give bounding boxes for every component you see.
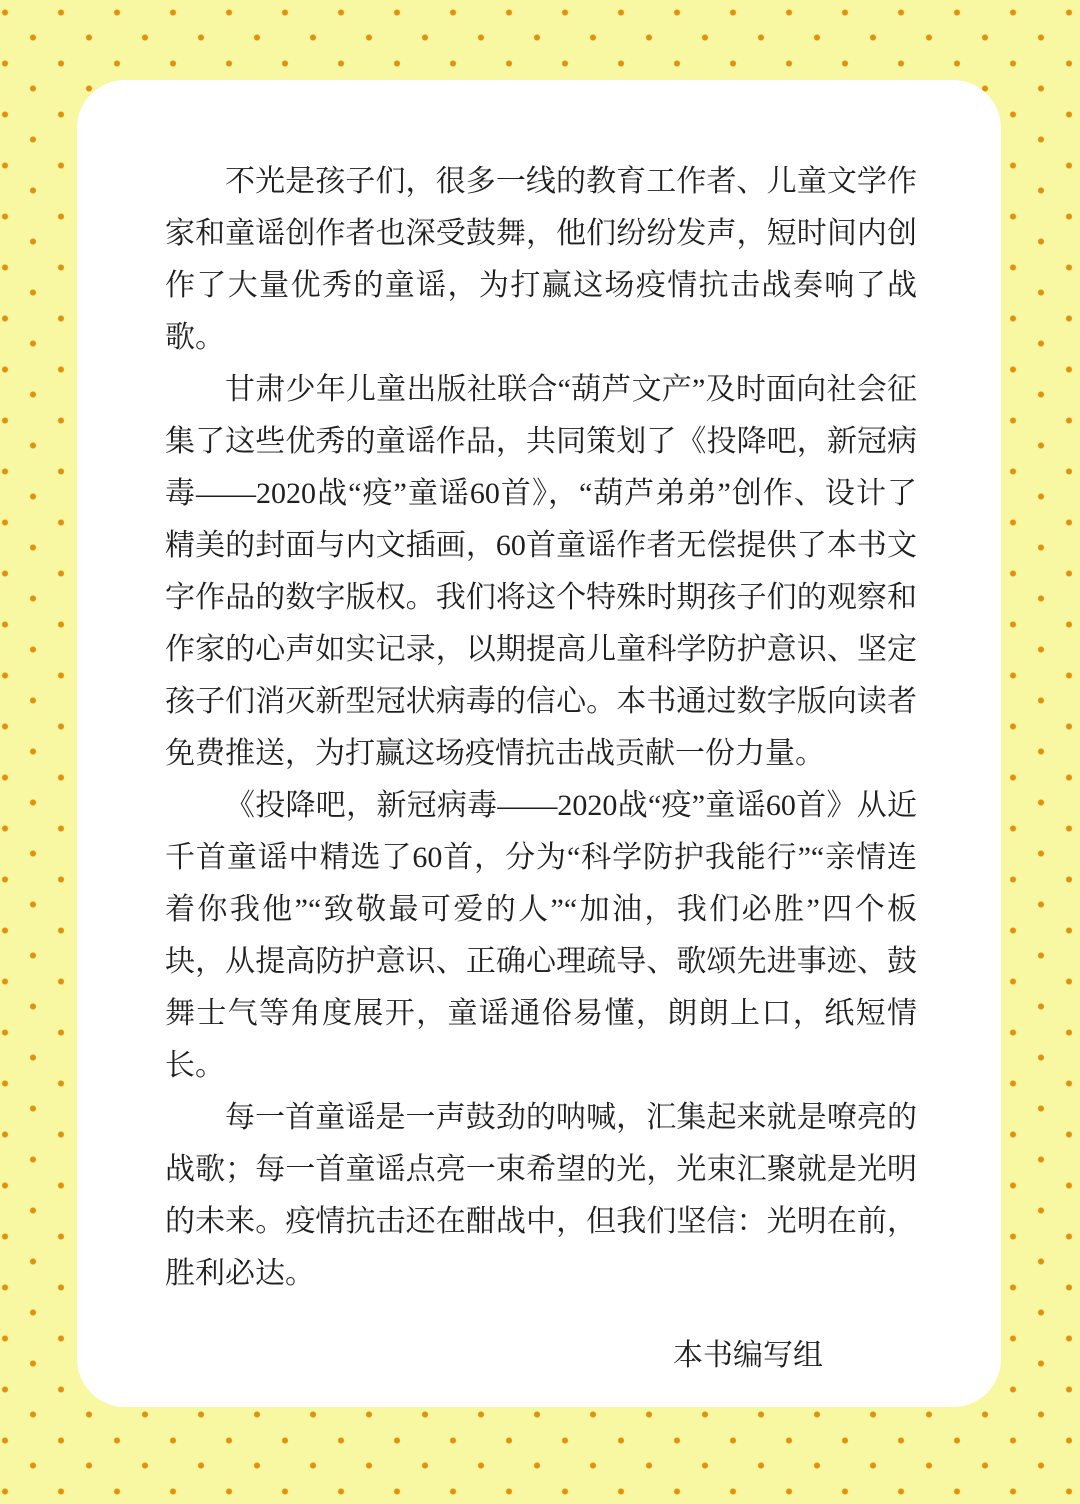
signature: 本书编写组 bbox=[673, 1339, 823, 1372]
paragraph-3: 《投降吧，新冠病毒——2020战“疫”童谣60首》从近千首童谣中精选了60首，分为“科学防护我能行”“亲情连着你我他”“致敬最可爱的人”“加油，我们必胜”四个板块，从提高防护意识、正确心理疏导、歌颂先进事迹、鼓舞士气等角度展开，童谣通俗易懂，朗朗上口，纸短情长。 bbox=[165, 789, 917, 1082]
paragraph-2: 甘肃少年儿童出版社联合“葫芦文产”及时面向社会征集了这些优秀的童谣作品，共同策划了《投降吧，新冠病毒——2020战“疫”童谣60首》，“葫芦弟弟”创作、设计了精美的封面与内文插画，60首童谣作者无偿提供了本书文字作品的数字版权。我们将这个特殊时期孩子们的观察和作家的心声如实记录，以期提高儿童科学防护意识、坚定孩子们消灭新型冠状病毒的信心。本书通过数字版向读者免费推送，为打赢这场疫情抗击战贡献一份力量。 bbox=[165, 373, 917, 770]
body-text bbox=[165, 156, 917, 1382]
paragraph-1: 不光是孩子们，很多一线的教育工作者、儿童文学作家和童谣创作者也深受鼓舞，他们纷纷发声，短时间内创作了大量优秀的童谣，为打赢这场疫情抗击战奏响了战歌。 bbox=[165, 165, 917, 354]
paragraph-4: 每一首童谣是一声鼓劲的呐喊，汇集起来就是嘹亮的战歌；每一首童谣点亮一束希望的光，光束汇聚就是光明的未来。疫情抗击还在酣战中，但我们坚信：光明在前，胜利必达。 bbox=[165, 1101, 917, 1290]
content-card bbox=[77, 80, 1001, 1407]
